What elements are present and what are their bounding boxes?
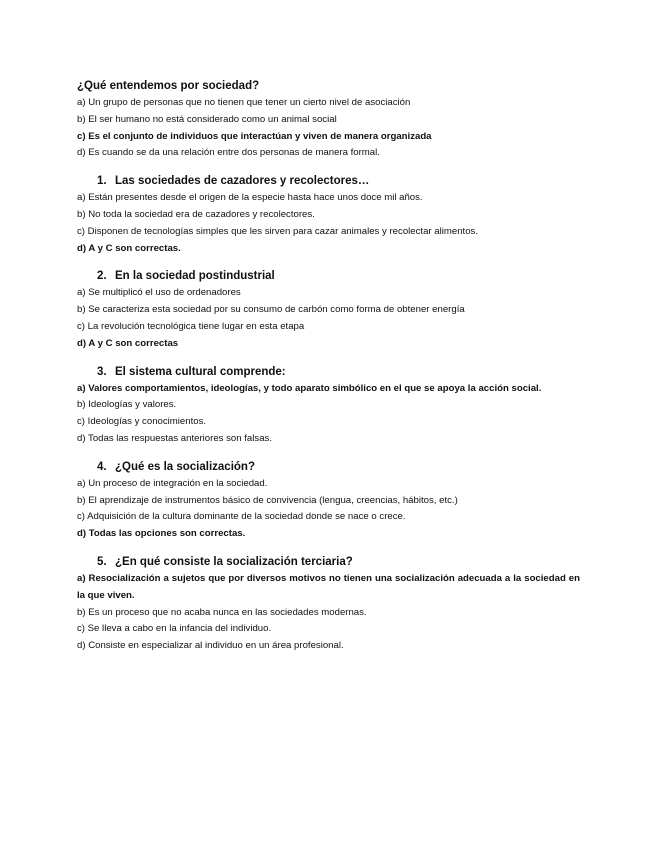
question-block (77, 173, 580, 257)
option-d: d) Todas las opciones son correctas. (77, 528, 246, 540)
question-title: El sistema cultural comprende: (115, 365, 286, 378)
question-number: 4. (97, 460, 107, 473)
question-number: 3. (97, 365, 107, 378)
option-a: a) Un grupo de personas que no tienen que tener un cierto nivel de asociación (77, 97, 411, 108)
document-page (77, 78, 580, 655)
option-b: b) El ser humano no está considerado como un animal social (77, 113, 337, 125)
option-c: c) Es el conjunto de individuos que interactúan y viven de manera organizada (77, 130, 432, 142)
question-block (77, 78, 580, 162)
question-heading (77, 173, 580, 189)
question-title: En la sociedad postindustrial (115, 270, 275, 283)
option-c: c) Ideologías y conocimientos. (77, 416, 207, 428)
option-d: d) A y C son correctas. (77, 242, 181, 254)
option-b: b) Se caracteriza esta sociedad por su consumo de carbón como forma de obtener energía (77, 304, 465, 316)
option-a: a) Valores comportamientos, ideologías, y todo aparato simbólico en el que se apoya la acción social. (77, 382, 542, 394)
option-b: b) El aprendizaje de instrumentos básico de convivencia (lengua, creencias, hábitos, etc.) (77, 494, 458, 506)
option-b: b) No toda la sociedad era de cazadores y recolectores. (77, 208, 315, 220)
question-block (77, 459, 580, 543)
question-heading (77, 459, 580, 475)
option-b: b) Ideologías y valores. (77, 399, 177, 411)
option-c: c) Adquisición de la cultura dominante de la sociedad donde se nace o crece. (77, 511, 406, 523)
option-a: a) Resocialización a sujetos que por diversos motivos no tienen una socialización adecuada a la sociedad en la que viven. (77, 572, 580, 601)
question-title: ¿Qué es la socialización? (115, 460, 255, 473)
question-number: 2. (97, 270, 107, 283)
option-a: a) Están presentes desde el origen de la especie hasta hace unos doce mil años. (77, 192, 423, 204)
option-c: c) La revolución tecnológica tiene lugar en esta etapa (77, 320, 305, 332)
question-title: Las sociedades de cazadores y recolectores… (115, 175, 370, 188)
option-d: d) Es cuando se da una relación entre dos personas de manera formal. (77, 147, 380, 159)
question-number: 1. (97, 175, 107, 188)
question-block (77, 364, 580, 448)
option-a: a) Un proceso de integración en la sociedad. (77, 477, 268, 489)
question-heading (77, 554, 580, 570)
question-number: 5. (97, 555, 107, 568)
option-c: c) Disponen de tecnologías simples que les sirven para cazar animales y recolectar alimentos. (77, 225, 478, 237)
question-block (77, 268, 580, 352)
option-d: d) A y C son correctas (77, 337, 179, 349)
question-heading (77, 268, 580, 284)
question-title: ¿Qué entendemos por sociedad? (77, 80, 260, 92)
option-d: d) Consiste en especializar al individuo en un área profesional. (77, 640, 344, 652)
question-block (77, 554, 580, 655)
option-b: b) Es un proceso que no acaba nunca en las sociedades modernas. (77, 606, 367, 618)
option-a: a) Se multiplicó el uso de ordenadores (77, 287, 241, 299)
option-c: c) Se lleva a cabo en la infancia del individuo. (77, 623, 272, 635)
question-title: ¿En qué consiste la socialización terciaria? (115, 555, 353, 568)
question-heading (77, 364, 580, 380)
option-d: d) Todas las respuestas anteriores son falsas. (77, 432, 272, 444)
